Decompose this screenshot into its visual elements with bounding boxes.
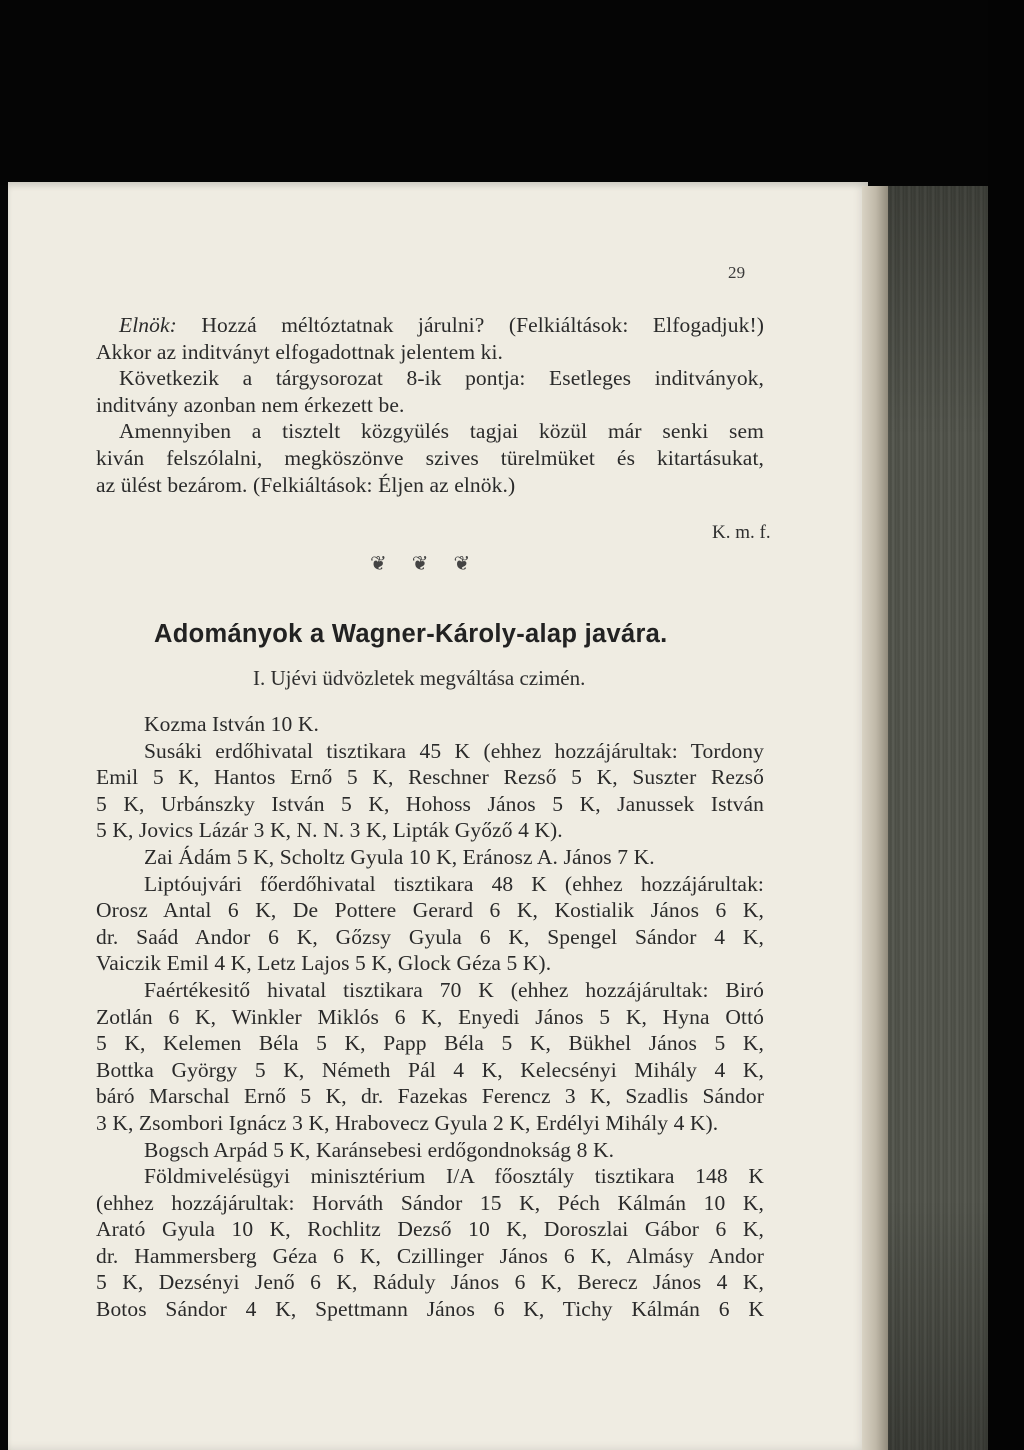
donation-line: Faértékesitő hivatal tisztikara 70 K (ehhez hozzájárultak: Biró <box>144 977 764 1002</box>
donation-line: Botos Sándor 4 K, Spettmann János 6 K, Tichy Kálmán 6 K <box>96 1297 764 1322</box>
donation-line: Zotlán 6 K, Winkler Miklós 6 K, Enyedi János 5 K, Hyna Ottó <box>96 1004 764 1029</box>
scan-background-top <box>0 0 1024 185</box>
donation-line: Liptóujvári főerdőhivatal tisztikara 48 K (ehhez hozzájárultak: <box>144 871 764 896</box>
donation-line: 3 K, Zsombori Ignácz 3 K, Hrabovecz Gyula 2 K, Erdélyi Mihály 4 K). <box>96 1110 719 1135</box>
ornament-divider: ❦ ❦ ❦ <box>370 553 481 575</box>
donation-line: Bogsch Arpád 5 K, Karánsebesi erdőgondnokság 8 K. <box>144 1137 615 1162</box>
donation-line: dr. Hammersberg Géza 6 K, Czillinger János 6 K, Almásy Andor <box>96 1243 764 1268</box>
donation-line: Orosz Antal 6 K, De Pottere Gerard 6 K, Kostialik János 6 K, <box>96 898 764 923</box>
intro-text <box>96 312 764 498</box>
donation-line: 5 K, Jovics Lázár 3 K, N. N. 3 K, Lipták Győző 4 K). <box>96 818 563 843</box>
donation-line: 5 K, Urbánszky István 5 K, Hohoss János 5 K, Janussek István <box>96 791 764 816</box>
intro-line-1 <box>96 312 764 339</box>
donation-line: Susáki erdőhivatal tisztikara 45 K (ehhez hozzájárultak: Tordony <box>144 738 764 763</box>
section-heading: Adományok a Wagner-Károly-alap javára. <box>154 620 668 648</box>
donations-list <box>96 711 764 1323</box>
donation-line: Kozma István 10 K. <box>144 712 319 736</box>
donation-line: 5 K, Dezsényi Jenő 6 K, Ráduly János 6 K, Berecz János 4 K, <box>96 1270 764 1295</box>
donation-line: Emil 5 K, Hantos Ernő 5 K, Reschner Rezső 5 K, Suszter Rezső <box>96 765 764 790</box>
donation-line: Földmivelésügyi minisztérium I/A főosztály tisztikara 148 K <box>144 1164 764 1189</box>
signature: K. m. f. <box>712 522 771 543</box>
intro-line-6: kiván felszólalni, megköszönve szives türelmüket és kitartásukat, <box>96 445 764 470</box>
donation-line: Arató Gyula 10 K, Rochlitz Dezső 10 K, Doroszlai Gábor 6 K, <box>96 1217 764 1242</box>
speaker-label: Elnök: <box>119 313 177 337</box>
donation-line: (ehhez hozzájárultak: Horváth Sándor 15 K, Péch Kálmán 10 K, <box>96 1190 764 1215</box>
intro-line-5: Amennyiben a tisztelt közgyülés tagjai közül már senki sem <box>119 419 764 444</box>
donation-line: báró Marschal Ernő 5 K, dr. Fazekas Ferencz 3 K, Szadlis Sándor <box>96 1084 764 1109</box>
book-side-pages <box>888 186 988 1450</box>
donation-line: Bottka György 5 K, Németh Pál 4 K, Kelecsényi Mihály 4 K, <box>96 1057 764 1082</box>
donation-line: Vaiczik Emil 4 K, Letz Lajos 5 K, Glock Géza 5 K). <box>96 951 552 976</box>
section-subheading: I. Ujévi üdvözletek megváltása czimén. <box>253 666 586 690</box>
page-number: 29 <box>728 263 746 282</box>
intro-line-3: Következik a tárgysorozat 8-ik pontja: Esetleges inditványok, <box>119 366 764 391</box>
intro-line-4: inditvány azonban nem érkezett be. <box>96 392 405 417</box>
intro-line-7: az ülést bezárom. (Felkiáltások: Éljen az elnök.) <box>96 472 516 497</box>
page-edge <box>862 186 890 1450</box>
donation-line: 5 K, Kelemen Béla 5 K, Papp Béla 5 K, Bükhel János 5 K, <box>96 1031 764 1056</box>
intro-line-1-text: Hozzá méltóztatnak járulni? (Felkiáltások: Elfogadjuk!) <box>201 313 764 337</box>
intro-line-2: Akkor az inditványt elfogadottnak jelentem ki. <box>96 339 504 364</box>
donation-line: dr. Saád Andor 6 K, Gőzsy Gyula 6 K, Spengel Sándor 4 K, <box>96 924 764 949</box>
scan-background-right <box>988 0 1024 1450</box>
donation-line: Zai Ádám 5 K, Scholtz Gyula 10 K, Eránosz A. János 7 K. <box>144 844 655 869</box>
